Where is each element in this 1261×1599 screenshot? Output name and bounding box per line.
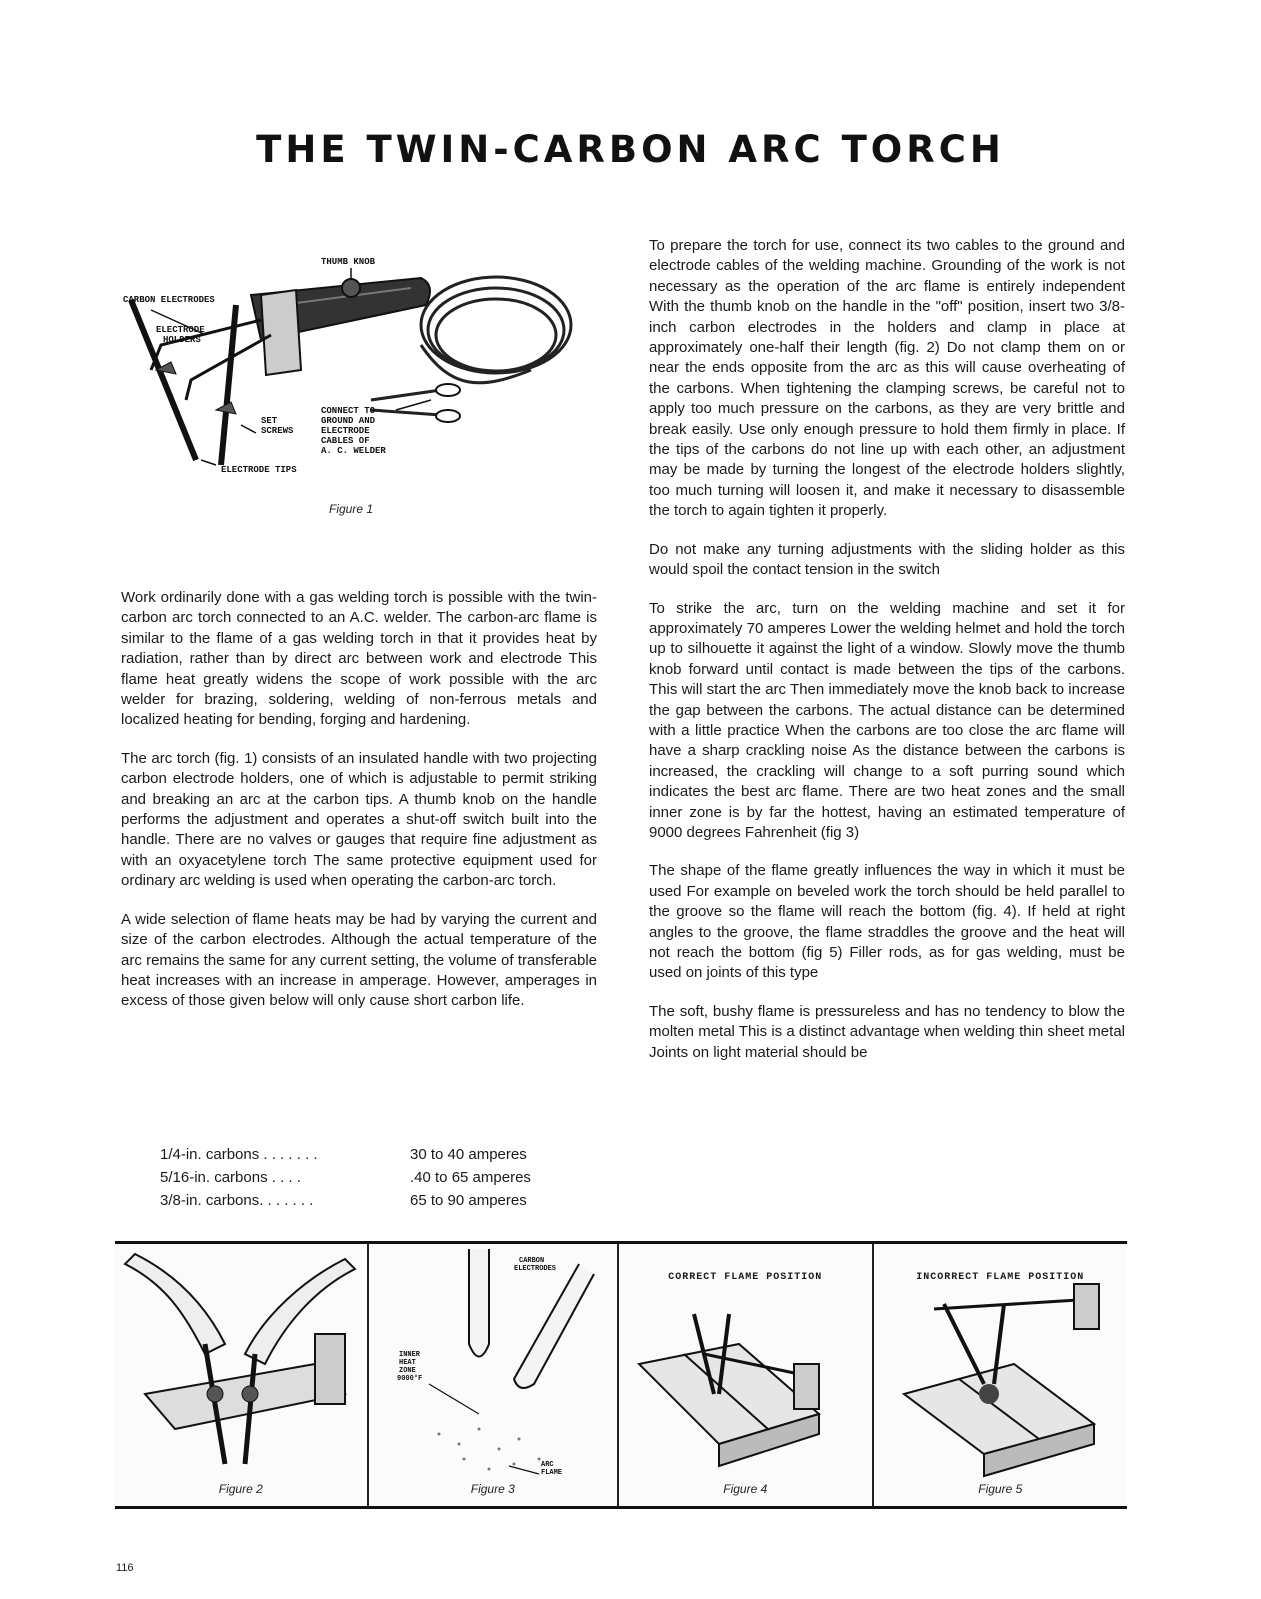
figure-3 [369, 1244, 620, 1506]
paragraph: The arc torch (fig. 1) consists of an insulated handle with two projecting carbon electrode holders, one of which is adjustable to permit striking and breaking an arc at the carbon tips. A thumb knob on the handle performs the adjustment and operates a shut-off switch built into the handle. There are no valves or gauges that require fine adjustment as with an oxyacetylene torch The same protective equipment used for ordinary arc welding is used when operating the carbon-arc torch. [121, 749, 597, 890]
arc-torch-illustration [121, 250, 581, 490]
label-connect-3: ELECTRODE [321, 426, 370, 436]
label-inner-1: INNER [398, 1351, 420, 1359]
figure-2-caption: Figure 2 [218, 1482, 263, 1496]
right-column [649, 236, 1125, 1081]
amperage-table [160, 1143, 580, 1212]
hands-clamping-illustration [115, 1244, 368, 1506]
label-thumb-knob: THUMB KNOB [321, 257, 376, 267]
amperage-range: 65 to 90 amperes [410, 1192, 527, 1209]
page-number: 116 [116, 1562, 134, 1574]
label-inner-2: HEAT [398, 1359, 416, 1367]
figure-2 [115, 1244, 369, 1506]
label-electrode-tips: ELECTRODE TIPS [221, 465, 297, 475]
paragraph: A wide selection of flame heats may be had by varying the current and size of the carbon electrodes. Although the actual temperature of the arc remains the same for any current setting, the volume of transferable heat increases with an increase in amperage. However, amperages in excess of those given below will only cause short carbon life. [121, 910, 597, 1010]
correct-flame-illustration [619, 1244, 873, 1506]
label-carbon-2: ELECTRODES [513, 1265, 556, 1273]
label-arc-2: FLAME [540, 1469, 562, 1477]
carbon-size: 5/16-in. carbons . . . . [160, 1169, 301, 1186]
label-inner-4: 9000°F [396, 1375, 422, 1383]
paragraph: Do not make any turning adjustments with the sliding holder as this would spoil the contact tension in the switch [649, 540, 1125, 579]
label-connect-1: CONNECT TO [321, 406, 376, 416]
label-inner-3: ZONE [398, 1367, 416, 1375]
carbon-size: 3/8-in. carbons. . . . . . . [160, 1192, 314, 1209]
table-row [160, 1143, 580, 1166]
figure-1 [121, 250, 581, 525]
carbon-size: 1/4-in. carbons . . . . . . . [160, 1146, 318, 1163]
amperage-range: .40 to 65 amperes [410, 1169, 531, 1186]
label-set-screws-1: SET [261, 416, 278, 426]
paragraph: To strike the arc, turn on the welding machine and set it for approximately 70 amperes Lower the welding helmet and hold the torch up to silhouette it against the light of a window. Slowly move the thumb knob forward until contact is made between the tips of the carbons. This will start the arc Then immediately move the knob back to increase the gap between the carbons. The actual distance can be determined with a little practice When the carbons are too close the arc flame will have a sharp crackling noise As the distance between the carbons is increased, the crackling will change to a soft purring sound which indicates the best arc flame. There are two heat zones and the small inner zone is by far the hottest, having an estimated temperature of 9000 degrees Fahrenheit (fig 3) [649, 599, 1125, 841]
label-electrode-holders-1: ELECTRODE [156, 325, 205, 335]
left-column [121, 588, 597, 1030]
label-carbon-electrodes: CARBON ELECTRODES [123, 295, 215, 305]
paragraph: The shape of the flame greatly influences the way in which it must be used For example on beveled work the torch should be held parallel to the groove so the flame will reach the bottom (fig. 4). If held at right angles to the groove, the flame straddles the groove and the heat will not reach the bottom (fig 5) Filler rods, as for gas welding, must be used on joints of this type [649, 862, 1125, 982]
table-row [160, 1166, 580, 1189]
label-connect-2: GROUND AND [321, 416, 376, 426]
paragraph: To prepare the torch for use, connect its two cables to the ground and electrode cables of the welding machine. Grounding of the work is not necessary as the operation of the arc flame is entirely independent With the thumb knob on the handle in the "off" position, insert two 3/8-inch carbon electrodes in the holders and clamp in place at approximately one-half their length (fig. 2) Do not clamp them on or near the ends opposite from the arc as this will cause overheating of the carbons. When tightening the clamping screws, be careful not to apply too much pressure on the carbons, as they are very brittle and break easily. Use only enough pressure to hold them firmly in place. If the tips of the carbons do not line up with each other, an adjustment may be made by turning the longest of the electrode holders slightly, too much turning will loosen it, and make it necessary to disassemble the torch to again tighten it properly. [649, 237, 1125, 520]
figure-4 [619, 1244, 874, 1506]
amperage-range: 30 to 40 amperes [410, 1146, 527, 1163]
page-title: THE TWIN-CARBON ARC TORCH [256, 128, 1005, 171]
figure-1-caption: Figure 1 [328, 502, 374, 516]
figure-strip [115, 1241, 1127, 1509]
label-connect-4: CABLES OF [321, 436, 370, 446]
label-set-screws-2: SCREWS [261, 426, 294, 436]
figure-4-title: CORRECT FLAME POSITION [668, 1272, 823, 1283]
label-carbon-1: CARBON [518, 1257, 544, 1265]
figure-5-title: INCORRECT FLAME POSITION [916, 1272, 1085, 1283]
figure-4-caption: Figure 4 [723, 1482, 768, 1496]
figure-5 [874, 1244, 1127, 1506]
arc-flame-illustration [369, 1244, 619, 1506]
table-row [160, 1189, 580, 1212]
label-connect-5: A. C. WELDER [321, 446, 386, 456]
label-electrode-holders-2: HOLDERS [163, 335, 201, 345]
figure-3-caption: Figure 3 [470, 1482, 515, 1496]
incorrect-flame-illustration [874, 1244, 1129, 1506]
paragraph: The soft, bushy flame is pressureless and has no tendency to blow the molten metal This is a distinct advantage when welding thin sheet metal Joints on light material should be [649, 1002, 1125, 1061]
figure-5-caption: Figure 5 [978, 1482, 1023, 1496]
paragraph: Work ordinarily done with a gas welding torch is possible with the twin-carbon arc torch connected to an A.C. welder. The carbon-arc flame is similar to the flame of a gas welding torch in that it provides heat by radiation, rather than by direct arc between work and electrode This flame heat greatly widens the scope of work possible with the arc welder for brazing, soldering, welding of non-ferrous metals and localized heating for bending, forging and hardening. [121, 589, 597, 729]
label-arc-1: ARC [540, 1461, 554, 1469]
